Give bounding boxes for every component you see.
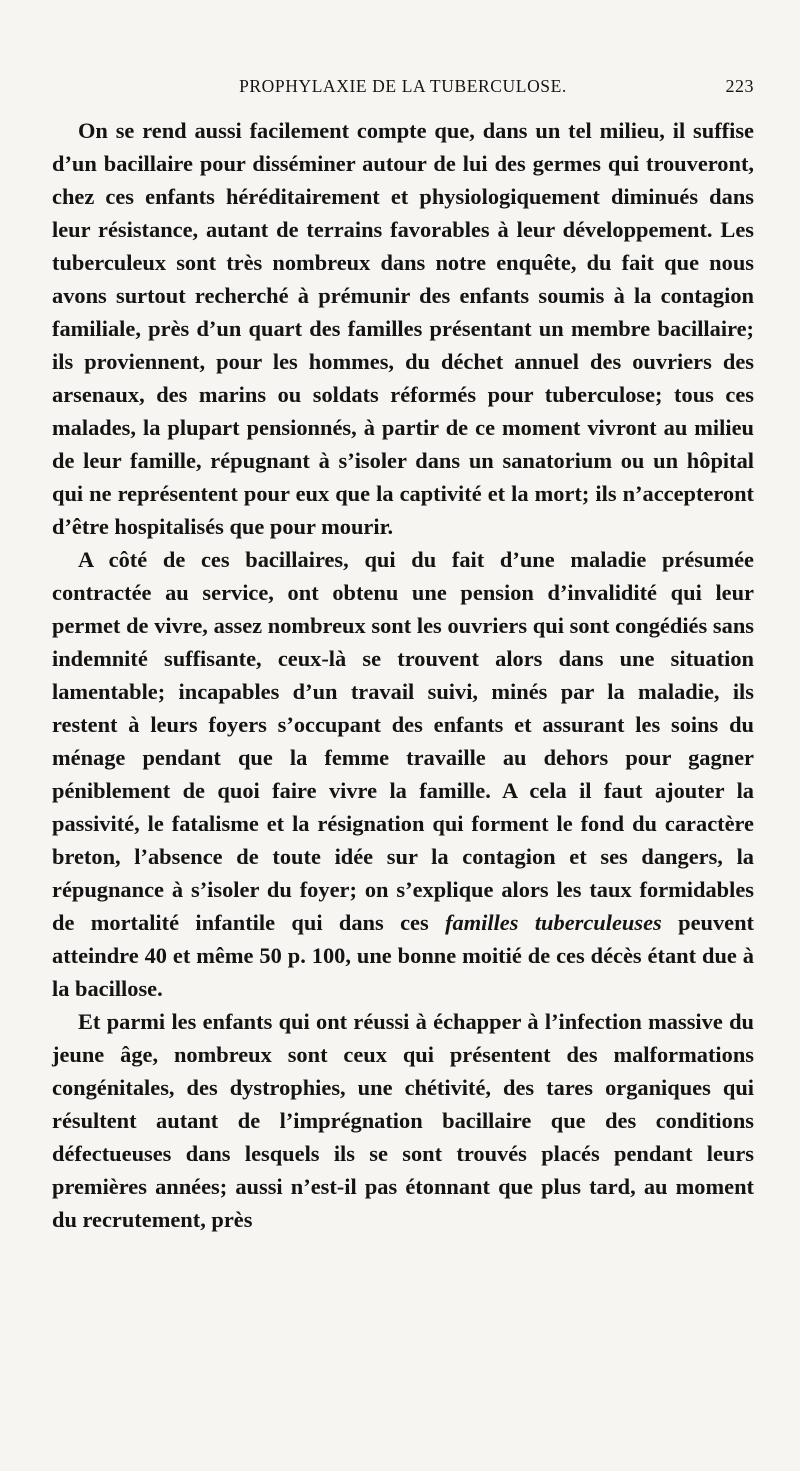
page-header (52, 74, 754, 102)
running-title: PROPHYLAXIE DE LA TUBERCULOSE. (239, 76, 567, 96)
paragraph-2 (52, 543, 754, 1005)
paragraph-1: On se rend aussi facilement compte que, dans un tel milieu, il suffise d’un bacillaire pour disséminer autour de lui des germes qui trouveront, chez ces enfants héréditairement et physiologiquement diminués dans leur résistance, autant de terrains favorables à leur développement. Les tuberculeux sont très nombreux dans notre enquête, du fait que nous avons surtout recherché à prémunir des enfants soumis à la contagion familiale, près d’un quart des familles présentant un membre bacillaire; ils proviennent, pour les hommes, du déchet annuel des ouvriers des arsenaux, des marins ou soldats réformés pour tuberculose; tous ces malades, la plupart pensionnés, à partir de ce moment vivront au milieu de leur famille, répugnant à s’isoler dans un sanatorium ou un hôpital qui ne représentent pour eux que la captivité et la mort; ils n’accepteront d’être hospitalisés que pour mourir. (52, 118, 754, 539)
page-body (52, 114, 754, 1236)
page-number: 223 (725, 76, 754, 96)
paragraph-3: Et parmi les enfants qui ont réussi à échapper à l’infection massive du jeune âge, nombreux sont ceux qui présentent des malformations congénitales, des dystrophies, une chétivité, des tares organiques qui résultent autant de l’imprégnation bacillaire que des conditions défectueuses dans lesquels ils se sont trouvés placés pendant leurs premières années; aussi n’est-il pas étonnant que plus tard, au moment du recrutement, près (52, 1009, 754, 1232)
paragraph-2-italic-phrase: familles tuberculeuses (445, 910, 662, 935)
paragraph-2-text-start: A côté de ces bacillaires, qui du fait d’une maladie présumée contractée au service, ont obtenu une pension d’invalidité qui leur permet de vivre, assez nombreux sont les ouvriers qui sont congédiés sans indemnité suffisante, ceux-là se trouvent alors dans une situation lamentable; incapables d’un travail suivi, minés par la maladie, ils restent à leurs foyers s’occupant des enfants et assurant les soins du ménage pendant que la femme travaille au dehors pour gagner péniblement de quoi faire vivre la famille. A cela il faut ajouter la passivité, le fatalisme et la résignation qui forment le fond du caractère breton, l’absence de toute idée sur la contagion et ses dangers, la répugnance à s’isoler du foyer; on s’explique alors les taux formidables de mortalité infantile qui dans ces (52, 547, 754, 935)
paragraph-2-text-end: peuvent atteindre 40 et même 50 p. 100, une bonne moitié de ces décès étant due à la bacillose. (52, 910, 754, 1001)
